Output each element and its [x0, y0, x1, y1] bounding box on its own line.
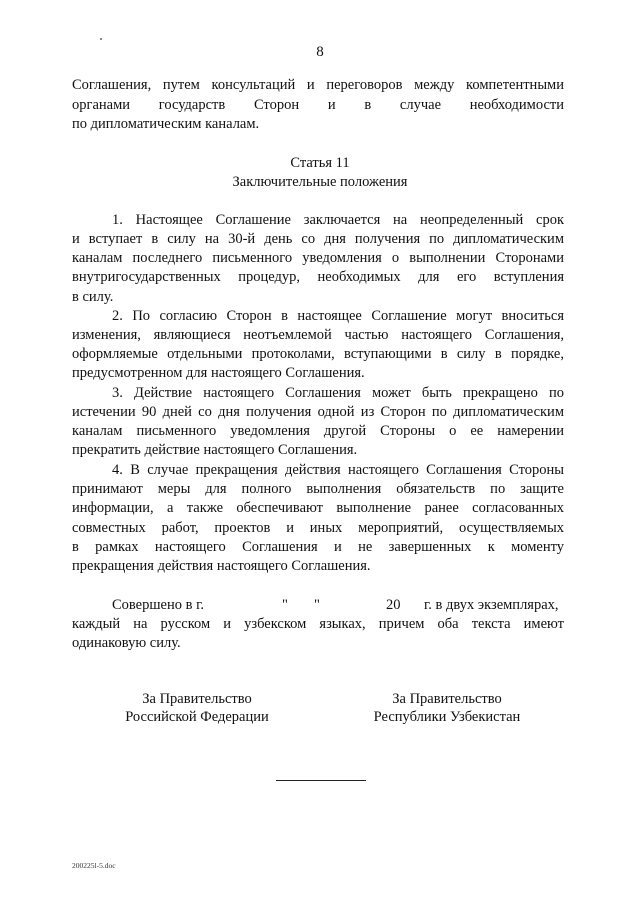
paragraph-4-line-4: совместных работ, проектов и иных мероприятий, осуществляемых	[72, 520, 564, 536]
done-quote-close: "	[314, 597, 320, 613]
signature-russia-line-1: За Правительство	[142, 691, 252, 707]
article-subtitle: Заключительные положения	[232, 174, 408, 190]
paragraph-2-line-2: изменения, являющиеся неотъемлемой частью настоящего Соглашения,	[72, 327, 564, 343]
paragraph-3-line-1: 3. Действие настоящего Соглашения может быть прекращено по	[112, 385, 564, 401]
intro-line-1: Соглашения, путем консультаций и переговоров между компетентными	[72, 77, 564, 93]
paragraph-4-line-5: в рамках настоящего Соглашения и не завершенных к моменту	[72, 539, 564, 555]
paragraph-1-line-1: 1. Настоящее Соглашение заключается на неопределенный срок	[112, 212, 564, 228]
paragraph-4-line-6: прекращения действия настоящего Соглашения.	[72, 558, 371, 574]
page-number: 8	[316, 44, 324, 60]
done-suffix: г. в двух экземплярах,	[424, 597, 559, 613]
signature-uzbekistan-line-2: Республики Узбекистан	[373, 709, 521, 725]
done-line-3: одинаковую силу.	[72, 635, 181, 651]
paragraph-4-line-3: информации, а также обеспечивают выполнение ранее согласованных	[72, 500, 564, 516]
paragraph-3-line-4: прекратить действие настоящего Соглашения.	[72, 442, 358, 458]
paragraph-1-line-3: каналам последнего письменного уведомления о выполнении Сторонами	[72, 250, 564, 266]
intro-line-2: органами государств Сторон и в случае необходимости	[72, 97, 564, 113]
paragraph-1-line-5: в силу.	[72, 289, 114, 305]
scan-dot	[100, 38, 102, 40]
signature-uzbekistan-line-1: За Правительство	[392, 691, 502, 707]
done-line-2: каждый на русском и узбекском языках, причем оба текста имеют	[72, 616, 564, 632]
end-rule	[276, 780, 366, 781]
paragraph-3-line-2: истечении 90 дней со дня получения одной из Сторон по дипломатическим	[72, 404, 564, 420]
paragraph-1-line-2: и вступает в силу на 30-й день со дня получения по дипломатическим	[72, 231, 564, 247]
signature-block-russia	[82, 690, 312, 726]
footer-file-code: 200225l-5.doc	[72, 861, 116, 870]
signature-russia-line-2: Российской Федерации	[125, 709, 269, 725]
paragraph-4-line-1: 4. В случае прекращения действия настоящего Соглашения Стороны	[112, 462, 564, 478]
paragraph-2-line-3: оформляемые отдельными протоколами, вступающими в силу в порядке,	[72, 346, 564, 362]
paragraph-1-line-4: внутригосударственных процедур, необходимых для его вступления	[72, 269, 564, 285]
paragraph-3-line-3: каналам письменного уведомления другой Стороны о ее намерении	[72, 423, 564, 439]
signature-block-uzbekistan	[332, 690, 562, 726]
paragraph-2-line-1: 2. По согласию Сторон в настоящее Соглашение могут вноситься	[112, 308, 564, 324]
paragraph-2-line-4: предусмотренном для настоящего Соглашения.	[72, 365, 365, 381]
article-title: Статья 11	[290, 155, 350, 171]
done-prefix: Совершено в г.	[112, 597, 205, 613]
done-quote-open: "	[282, 597, 288, 613]
intro-line-3: по дипломатическим каналам.	[72, 116, 260, 132]
paragraph-4-line-2: принимают меры для полного выполнения обязательств по защите	[72, 481, 564, 497]
done-year: 20	[386, 597, 401, 613]
